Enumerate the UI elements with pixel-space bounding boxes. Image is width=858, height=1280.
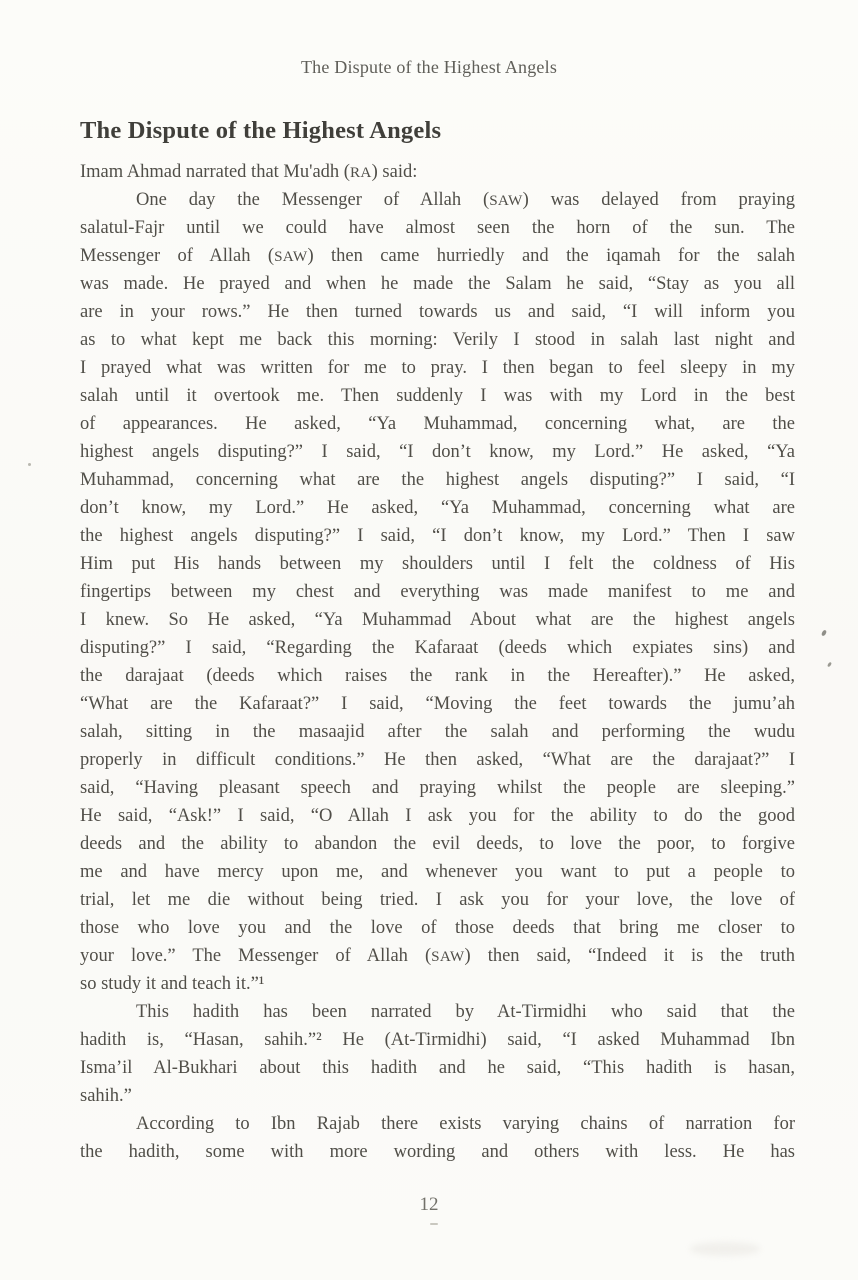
text-line: One day the Messenger of Allah (SAW) was delayed from praying — [136, 190, 795, 210]
text-line: salatul-Fajr until we could have almost seen the horn of the sun. The — [80, 218, 795, 238]
text-line: are in your rows.” He then turned towards us and said, “I will inform you — [80, 302, 795, 322]
text-line: your love.” The Messenger of Allah (SAW) then said, “Indeed it is the truth — [80, 946, 795, 966]
text-line: deeds and the ability to abandon the evil deeds, to love the poor, to forgive — [80, 834, 795, 854]
running-header: The Dispute of the Highest Angels — [300, 57, 558, 77]
text-line: don’t know, my Lord.” He asked, “Ya Muhammad, concerning what are — [80, 498, 795, 518]
page-number: 12 — [419, 1194, 439, 1215]
text-line: Him put His hands between my shoulders until I felt the coldness of His — [80, 554, 795, 574]
text-line: I prayed what was written for me to pray. I then began to feel sleepy in my — [80, 358, 795, 378]
text-line: me and have mercy upon me, and whenever you want to put a people to — [80, 862, 795, 882]
text-line: of appearances. He asked, “Ya Muhammad, concerning what, are the — [80, 414, 795, 434]
paragraph — [80, 158, 795, 186]
text-line: the darajaat (deeds which raises the rank in the Hereafter).” He asked, — [80, 666, 795, 686]
scan-speck — [827, 662, 832, 668]
text-line: so study it and teach it.”¹ — [80, 974, 265, 994]
text-line: Imam Ahmad narrated that Mu'adh (RA) said: — [80, 162, 418, 182]
paragraph — [80, 1110, 795, 1166]
paragraph — [80, 186, 795, 998]
chapter-heading: The Dispute of the Highest Angels — [80, 117, 442, 145]
text-line: as to what kept me back this morning: Verily I stood in salah last night and — [80, 330, 795, 350]
text-line: salah, sitting in the masaajid after the salah and performing the wudu — [80, 722, 795, 742]
paragraph — [80, 998, 795, 1110]
text-line: Isma’il Al-Bukhari about this hadith and he said, “This hadith is hasan, — [80, 1058, 795, 1078]
scan-speck — [430, 1223, 438, 1225]
text-line: trial, let me die without being tried. I ask you for your love, the love of — [80, 890, 795, 910]
text-line: According to Ibn Rajab there exists varying chains of narration for — [136, 1114, 795, 1134]
text-line: Muhammad, concerning what are the highest angels disputing?” I said, “I — [80, 470, 795, 490]
text-line: hadith is, “Hasan, sahih.”² He (At-Tirmidhi) said, “I asked Muhammad Ibn — [80, 1030, 795, 1050]
text-line: This hadith has been narrated by At-Tirmidhi who said that the — [136, 1002, 795, 1022]
text-line: I knew. So He asked, “Ya Muhammad About what are the highest angels — [80, 610, 795, 630]
body-text — [80, 158, 795, 1166]
text-line: disputing?” I said, “Regarding the Kafaraat (deeds which expiates sins) and — [80, 638, 795, 658]
text-line: sahih.” — [80, 1086, 132, 1106]
scan-speck — [28, 463, 31, 466]
text-line: said, “Having pleasant speech and praying whilst the people are sleeping.” — [80, 778, 795, 798]
text-line: salah until it overtook me. Then suddenly I was with my Lord in the best — [80, 386, 795, 406]
text-line: He said, “Ask!” I said, “O Allah I ask you for the ability to do the good — [80, 806, 795, 826]
scan-smudge — [690, 1242, 760, 1256]
text-line: fingertips between my chest and everything was made manifest to me and — [80, 582, 795, 602]
text-line: was made. He prayed and when he made the Salam he said, “Stay as you all — [80, 274, 795, 294]
text-line: Messenger of Allah (SAW) then came hurriedly and the iqamah for the salah — [80, 246, 795, 266]
text-line: the hadith, some with more wording and others with less. He has — [80, 1142, 795, 1162]
text-line: “What are the Kafaraat?” I said, “Moving the feet towards the jumu’ah — [80, 694, 795, 714]
text-line: properly in difficult conditions.” He then asked, “What are the darajaat?” I — [80, 750, 795, 770]
text-line: highest angels disputing?” I said, “I don’t know, my Lord.” He asked, “Ya — [80, 442, 795, 462]
scan-speck — [821, 630, 827, 637]
text-line: the highest angels disputing?” I said, “I don’t know, my Lord.” Then I saw — [80, 526, 795, 546]
text-line: those who love you and the love of those deeds that bring me closer to — [80, 918, 795, 938]
